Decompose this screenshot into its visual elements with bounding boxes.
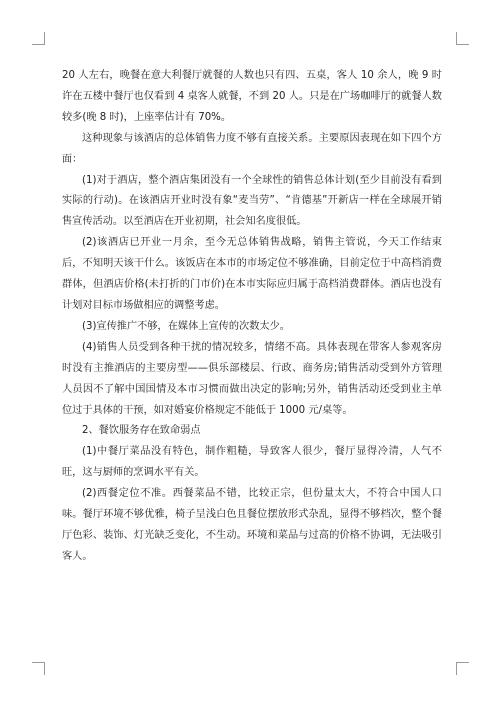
paragraph-3: (1)对于酒店，整个酒店集团没有一个全球性的销售总体计划(至少目前没有看到实际的行动)。在该酒店开业时没有象“麦当劳”、“肯德基”开新店一样在全球展开销售宣传活动。以至酒店在开业初期，社会知名度很低。 (62, 174, 442, 228)
crop-mark-top-right (456, 32, 469, 45)
paragraph-8: (2)西餐定位不准。西餐菜品不错，比较正宗，但份量太大，不符合中国人口味。餐厅环境不够优雅，椅子呈浅白色且餐位摆放形式杂乱，显得不够档次，整个餐厅色彩、装饰、灯光缺乏变化，不生动。环境和菜品与过高的价格不协调，无法吸引客人。 (62, 488, 442, 562)
paragraph-2: 这种现象与该酒店的总体销售力度不够有直接关系。主要原因表现在如下四个方面： (62, 132, 442, 165)
paragraph-6: (4)销售人员受到各种干扰的情况较多，情绪不高。具体表现在带客人参观客房时没有主推酒店的主要房型——俱乐部楼层、行政、商务房;销售活动受到外方管理人员因不了解中国国情及本市习惯而做出决定的影响;另外，销售活动还受到业主单位过于具体的干预，如对婚宴价格规定不能低于 1000 元/桌等。 (62, 341, 442, 416)
crop-mark-bottom-left (32, 662, 45, 675)
paragraph-5: (3)宣传推广不够，在媒体上宣传的次数太少。 (82, 320, 290, 332)
document-body (62, 66, 442, 568)
section-heading: 2、餐饮服务存在致命弱点 (82, 425, 201, 437)
crop-mark-top-left (32, 32, 45, 45)
paragraph-4: (2)该酒店已开业一月余，至今无总体销售战略，销售主管说，今天工作结束后，不知明天该干什么。该饭店在本市的市场定位不够准确，目前定位于中高档消费群体，但酒店价格(未打折的门市价)在本市实际应归属于高档消费群体。酒店也没有计划对目标市场做相应的调整考虑。 (62, 237, 442, 311)
paragraph-1: 20 人左右，晚餐在意大利餐厅就餐的人数也只有四、五桌，客人 10 余人，晚 9 时许在五楼中餐厅也仅看到 4 桌客人就餐，不到 20 人。只是在广场咖啡厅的就餐人数较多(晚 8 时)，上座率估计有 70%。 (62, 70, 442, 123)
crop-mark-bottom-right (456, 662, 469, 675)
paragraph-7: (1)中餐厅菜品没有特色，制作粗糙，导致客人很少，餐厅显得冷清，人气不旺，这与厨师的烹调水平有关。 (62, 446, 442, 479)
